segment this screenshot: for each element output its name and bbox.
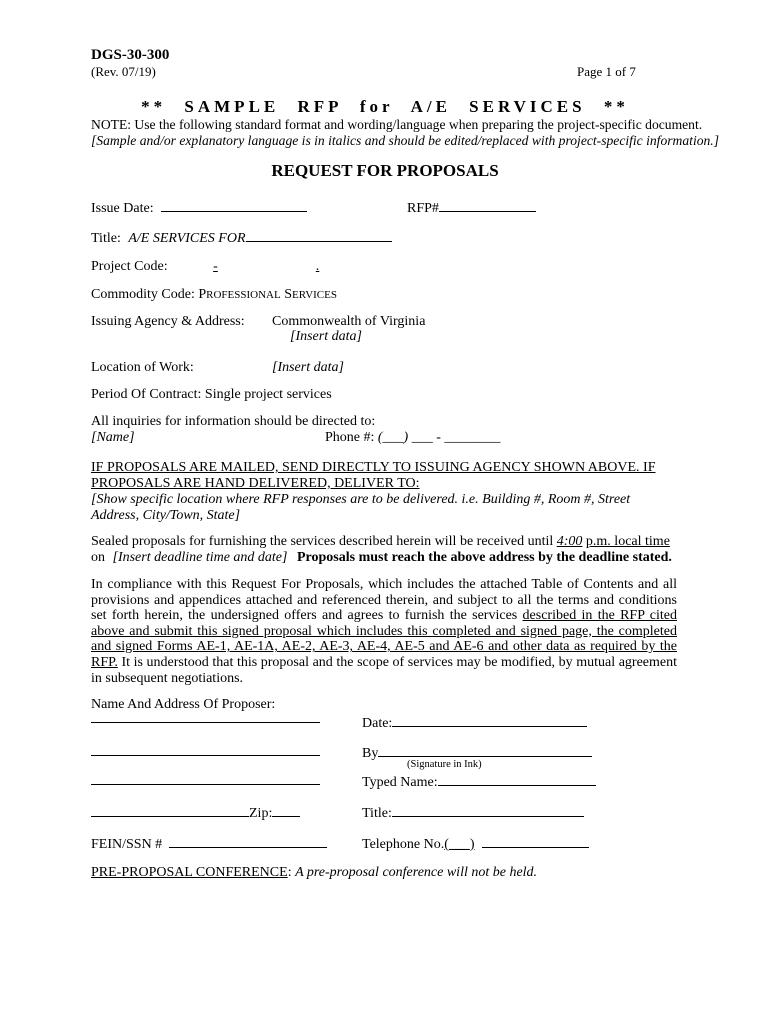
rfp-number-field (407, 198, 536, 217)
delivery-line-1: IF PROPOSALS ARE MAILED, SEND DIRECTLY TO ISSUING AGENCY SHOWN ABOVE. IF (91, 460, 656, 475)
deadline-statement: Proposals must reach the above address by the deadline stated. (296, 550, 672, 565)
fein-blank[interactable] (169, 834, 327, 848)
title-blank[interactable] (246, 228, 392, 242)
issue-date-label: Issue Date: (91, 201, 154, 216)
compliance-paragraph (91, 577, 677, 686)
phone-value[interactable]: (___) ___ - ________ (377, 430, 501, 445)
name-address-line-2[interactable] (91, 742, 320, 756)
insert-deadline: [Insert deadline time and date] (112, 550, 288, 565)
compliance-underlined: described in the RFP cited above and submit this signed proposal which includes this completed and signed page, the completed and signed Forms AE-1, AE-1A, AE-2, AE-3, AE-4, AE-5 and AE-6 and other data as required by the RFP. (91, 608, 677, 670)
pre-proposal-conference (91, 865, 537, 881)
telephone-field (362, 834, 589, 853)
telephone-label: Telephone No. (362, 837, 445, 852)
sealed-text: Sealed proposals for furnishing the services described herein will be received until (91, 534, 554, 549)
delivery-line-2: PROPOSALS ARE HAND DELIVERED, DELIVER TO: (91, 476, 420, 491)
fein-field (91, 834, 327, 853)
phone-label: Phone #: (325, 430, 375, 445)
telephone-blank[interactable] (482, 834, 589, 848)
sealed-line-2 (91, 550, 672, 566)
name-address-line-1[interactable] (91, 709, 320, 723)
issuing-agency-value: Commonwealth of Virginia (272, 314, 426, 329)
project-code-period: . (315, 259, 320, 274)
title-sign-field (362, 803, 584, 822)
title-value: A/E SERVICES FOR (128, 231, 246, 246)
issuing-agency-insert: [Insert data] (290, 329, 362, 344)
telephone-area-code[interactable]: (___) (444, 837, 475, 852)
phone-field (325, 430, 500, 446)
signature-note: (Signature in Ink) (407, 759, 482, 770)
compliance-part-1: In compliance with this Request For Proposals, which includes the attached Table of Contents and all provisions and appendices attached and referenced therein, and subject to all the terms and conditions set forth herein, the undersigned offers and agrees to furnish the services (91, 577, 677, 624)
address-line-4-blank[interactable] (91, 803, 249, 817)
commodity-code-label: Commodity Code: (91, 287, 195, 302)
issuing-agency-label: Issuing Agency & Address: (91, 314, 245, 329)
project-code-separator: - (213, 259, 218, 274)
proposer-title-label: Title: (362, 806, 392, 821)
typed-name-blank[interactable] (438, 772, 596, 786)
by-label: By (362, 746, 379, 761)
zip-blank[interactable] (272, 803, 300, 817)
zip-label: Zip: (249, 806, 273, 821)
fein-label: FEIN/SSN # (91, 837, 163, 852)
typed-name-field (362, 772, 596, 791)
delivery-line-4: Address, City/Town, State] (91, 508, 241, 523)
date-label: Date: (362, 716, 393, 731)
name-address-label: Name And Address Of Proposer: (91, 697, 276, 712)
proposer-title-blank[interactable] (392, 803, 584, 817)
conference-colon: : (287, 865, 292, 880)
delivery-line-3: [Show specific location where RFP responses are to be delivered. i.e. Building #, Room #, Street (91, 492, 631, 507)
sealed-on: on (91, 550, 105, 565)
date-field (362, 713, 587, 732)
sample-heading: ** SAMPLE RFP for A/E SERVICES ** (141, 97, 629, 116)
note-text: NOTE: Use the following standard format and wording/language when preparing the project-specific document. (91, 117, 703, 132)
project-code-field (91, 259, 320, 275)
conference-text: A pre-proposal conference will not be held. (295, 865, 538, 880)
page-title: REQUEST FOR PROPOSALS (271, 161, 499, 180)
title-label: Title: (91, 231, 121, 246)
revision-date: (Rev. 07/19) (91, 64, 156, 79)
typed-name-label: Typed Name: (362, 775, 438, 790)
compliance-part-2: It is understood that this proposal and the scope of services may be modified, by mutual agreement in subsequent negotiations. (91, 654, 678, 686)
project-code-blank[interactable] (177, 259, 320, 275)
note-italic-text: [Sample and/or explanatory language is in italics and should be edited/replaced with project-specific information.] (91, 133, 720, 148)
location-label: Location of Work: (91, 360, 194, 375)
name-address-line-3[interactable] (91, 771, 320, 785)
period-of-contract: Period Of Contract: Single project services (91, 387, 332, 402)
location-value: [Insert data] (272, 360, 344, 375)
commodity-code-value: PROFESSIONAL SERVICES (198, 287, 337, 302)
rfp-number-label: RFP# (407, 201, 439, 216)
conference-label: PRE-PROPOSAL CONFERENCE (91, 865, 288, 880)
form-number: DGS-30-300 (91, 47, 170, 63)
commodity-code-field (91, 287, 337, 303)
signature-blank[interactable] (378, 743, 592, 757)
inquiries-name: [Name] (91, 430, 135, 445)
deadline-time: 4:00 (556, 534, 583, 549)
zip-field (91, 803, 300, 822)
project-code-label: Project Code: (91, 259, 168, 274)
title-field (91, 228, 392, 247)
issue-date-blank[interactable] (161, 198, 307, 212)
inquiries-label: All inquiries for information should be directed to: (91, 414, 376, 429)
deadline-time-suffix: p.m. local time (585, 534, 670, 549)
rfp-number-blank[interactable] (439, 198, 536, 212)
issue-date-field (91, 198, 307, 217)
date-blank[interactable] (392, 713, 587, 727)
page-indicator: Page 1 of 7 (577, 64, 636, 79)
sealed-line-1 (91, 534, 670, 550)
